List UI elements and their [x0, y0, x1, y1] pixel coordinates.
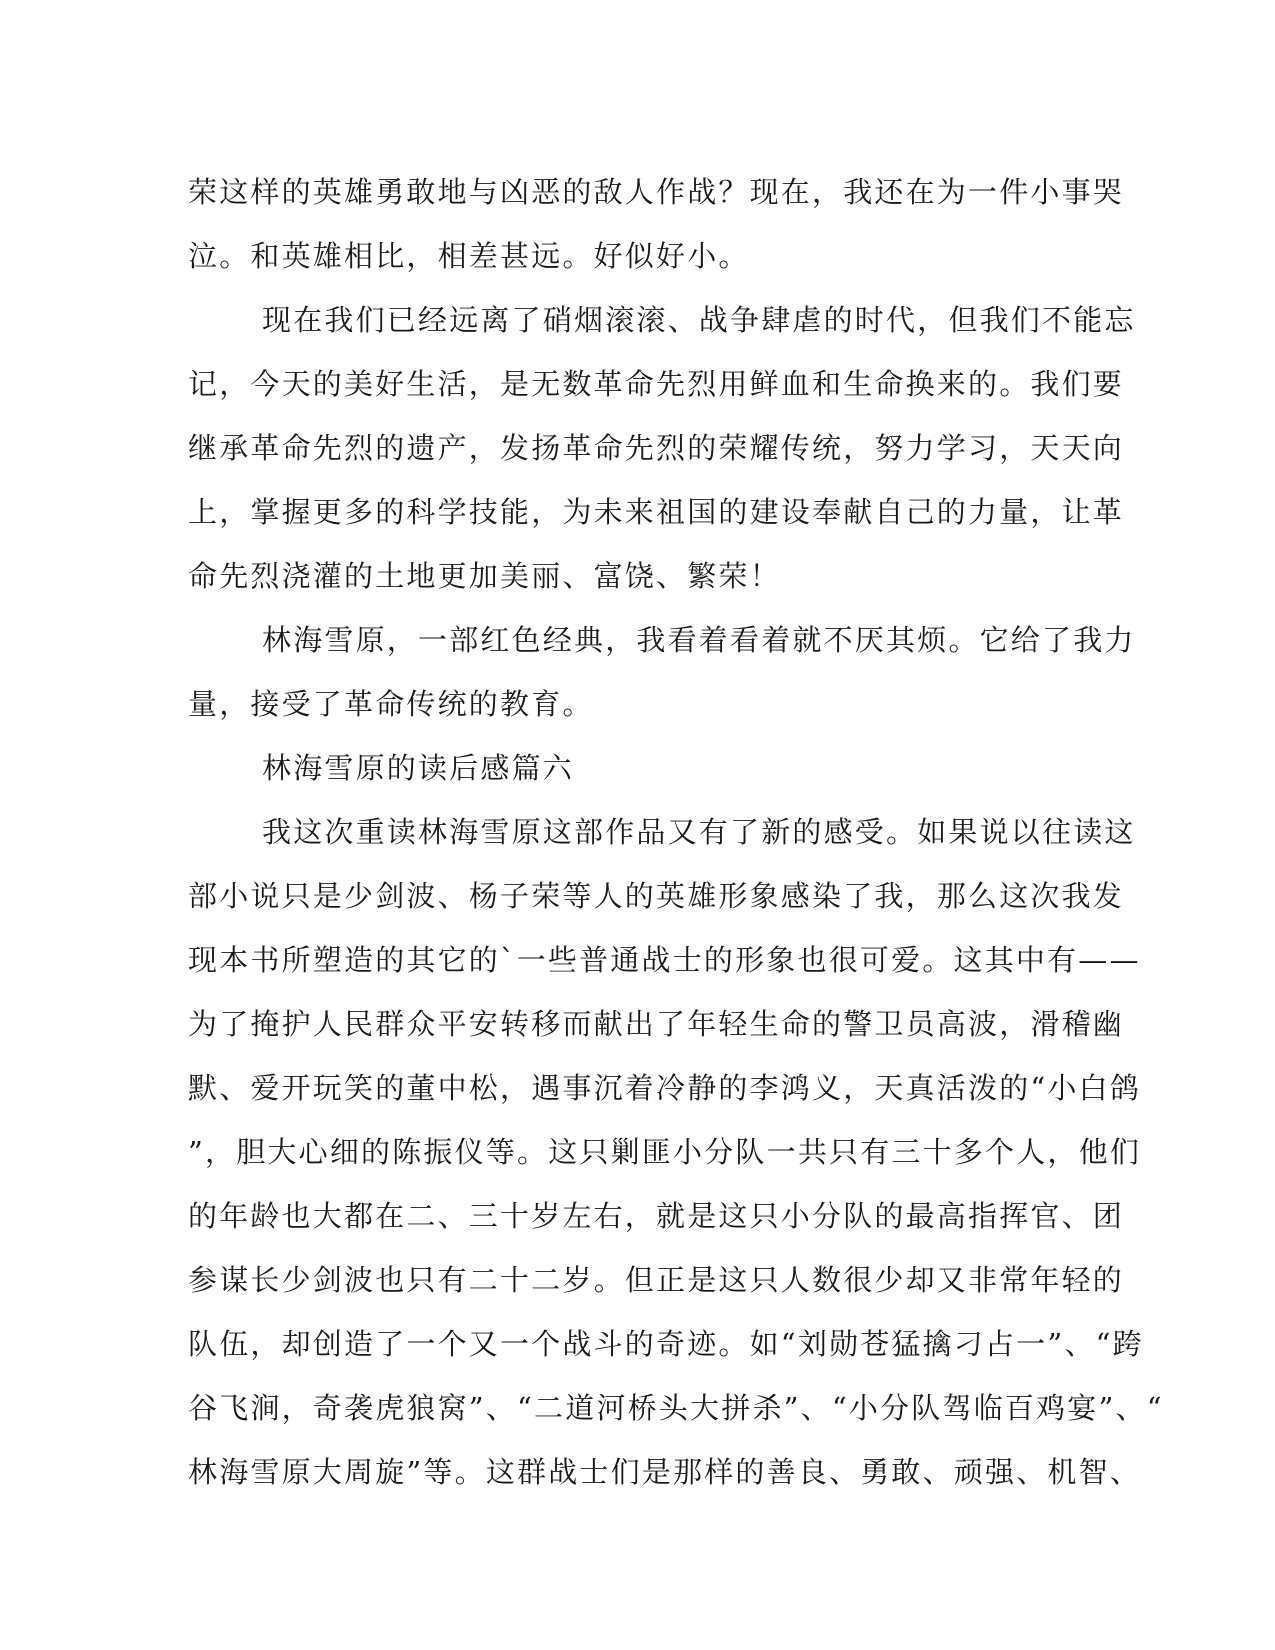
text-line: 命先烈浇灌的土地更加美丽、富饶、繁荣！ — [188, 559, 781, 593]
body-text — [188, 160, 1164, 1504]
text-line: 默、爱开玩笑的董中松，遇事沉着冷静的李鸿义，天真活泼的“小白鸽 — [188, 1071, 1142, 1105]
paragraph-first-line: 我这次重读林海雪原这部作品又有了新的感受。如果说以往读这 — [262, 815, 1136, 849]
text-line: 部小说只是少剑波、杨子荣等人的英雄形象感染了我，那么这次我发 — [188, 879, 1125, 913]
text-line: ”，胆大心细的陈振仪等。这只剿匪小分队一共只有三十多个人，他们 — [188, 1135, 1142, 1169]
text-line: 继承革命先烈的遗产，发扬革命先烈的荣耀传统，努力学习，天天向 — [188, 431, 1125, 465]
paragraph-first-line: 现在我们已经远离了硝烟滚滚、战争肆虐的时代，但我们不能忘 — [262, 303, 1136, 337]
text-line: 现本书所塑造的其它的`一些普通战士的形象也很可爱。这其中有—— — [188, 943, 1141, 977]
text-line: 的年龄也大都在二、三十岁左右，就是这只小分队的最高指挥官、团 — [188, 1199, 1125, 1233]
text-line: 参谋长少剑波也只有二十二岁。但正是这只人数很少却又非常年轻的 — [188, 1263, 1125, 1297]
paragraph-first-line: 林海雪原，一部红色经典，我看着看着就不厌其烦。它给了我力 — [262, 623, 1136, 657]
text-line: 量，接受了革命传统的教育。 — [188, 687, 594, 721]
text-line: 上，掌握更多的科学技能，为未来祖国的建设奉献自己的力量，让革 — [188, 495, 1125, 529]
section-heading: 林海雪原的读后感篇六 — [262, 751, 575, 785]
text-line: 队伍，却创造了一个又一个战斗的奇迹。如“刘勋苍猛擒刁占一”、“跨 — [188, 1327, 1144, 1361]
text-line: 荣这样的英雄勇敢地与凶恶的敌人作战？现在，我还在为一件小事哭 — [188, 175, 1125, 209]
text-line: 为了掩护人民群众平安转移而献出了年轻生命的警卫员高波，滑稽幽 — [188, 1007, 1125, 1041]
text-line: 记，今天的美好生活，是无数革命先烈用鲜血和生命换来的。我们要 — [188, 367, 1125, 401]
text-line: 林海雪原大周旋”等。这群战士们是那样的善良、勇敢、顽强、机智、 — [188, 1455, 1142, 1489]
text-line: 谷飞涧，奇袭虎狼窝”、“二道河桥头大拼杀”、“小分队驾临百鸡宴”、“ — [188, 1391, 1164, 1425]
text-line: 泣。和英雄相比，相差甚远。好似好小。 — [188, 239, 750, 273]
